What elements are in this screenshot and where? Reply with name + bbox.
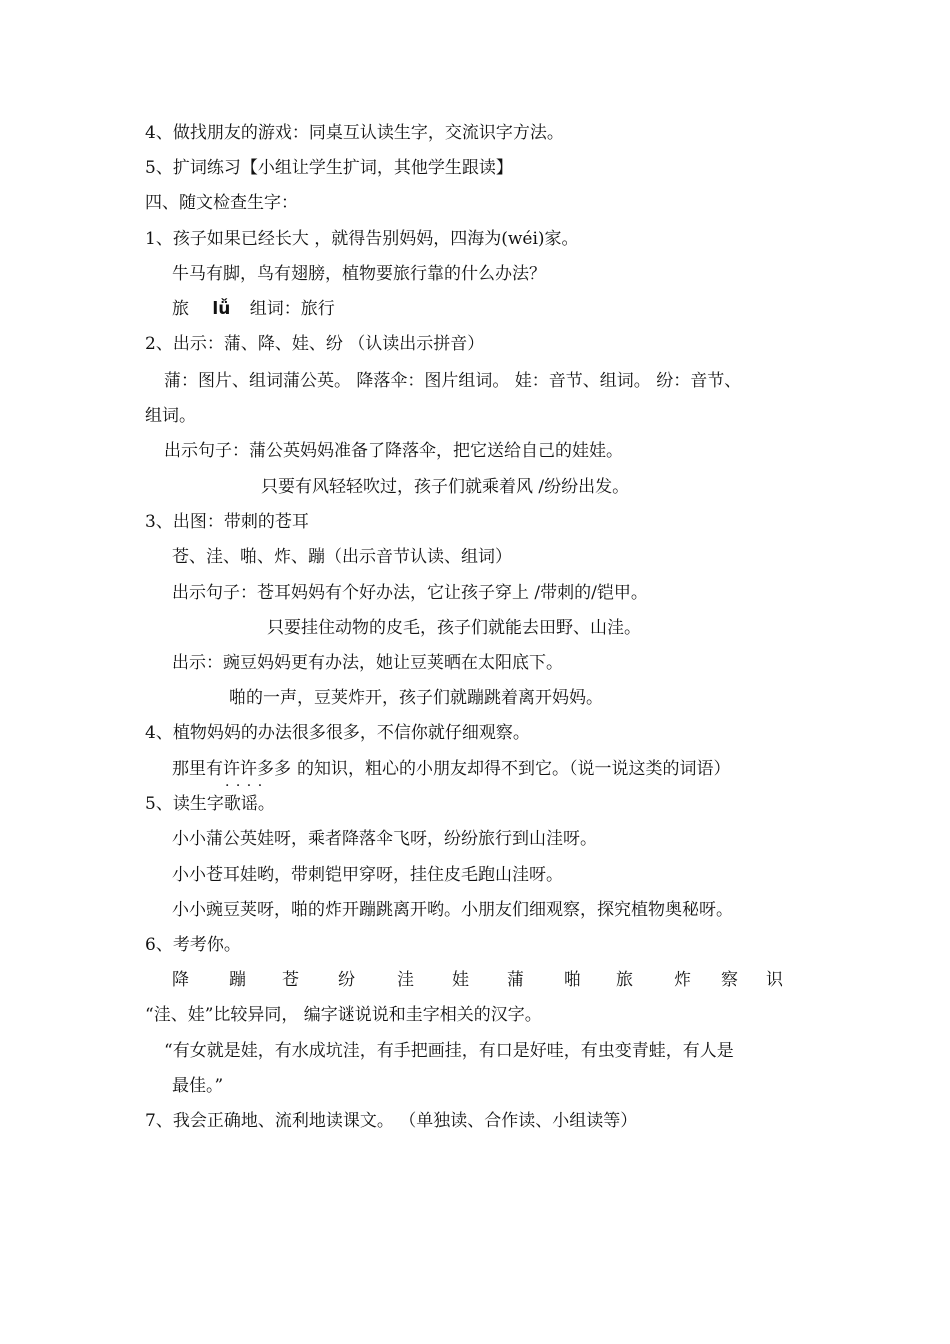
word-formation: 组词：旅行 — [249, 299, 335, 319]
text-line: 4、植物妈妈的办法很多很多，不信你就仔细观察。 — [145, 723, 530, 743]
text-line: 3、出图：带刺的苍耳 — [145, 512, 309, 532]
section-heading: 四、随文检查生字： — [145, 193, 298, 213]
text-line: 蒲：图片、组词蒲公英。 降落伞：图片组词。 娃：音节、组词。 纷：音节、 — [164, 371, 742, 391]
text-line: 2、出示：蒲、降、娃、纷 （认读出示拼音） — [145, 334, 485, 354]
character: 啪 — [564, 970, 581, 990]
text-line: 7、我会正确地、流利地读课文。 （单独读、合作读、小组读等） — [145, 1111, 638, 1131]
text-line: 出示句子：苍耳妈妈有个好办法，它让孩子穿上 /带刺的/铠甲。 — [172, 583, 648, 603]
text-line: 牛马有脚，鸟有翅膀，植物要旅行靠的什么办法？ — [172, 264, 546, 284]
text-line: 6、考考你。 — [145, 935, 241, 955]
text-line: 4、做找朋友的游戏：同桌互认读生字，交流识字方法。 — [145, 123, 564, 143]
emphasized-word: 许许多多 · · · · — [223, 759, 291, 779]
character: 纷 — [338, 970, 355, 990]
text-line: 小小豌豆荚呀，啪的炸开蹦跳离开哟。小朋友们细观察，探究植物奥秘呀。 — [172, 900, 733, 920]
character: 炸 — [674, 970, 691, 990]
character: 蒲 — [507, 970, 524, 990]
text-line: 5、扩词练习【小组让学生扩词，其他学生跟读】 — [145, 158, 513, 178]
text-line — [172, 758, 731, 780]
char-lu: 旅 — [172, 299, 189, 319]
text-line: 只要有风轻轻吹过，孩子们就乘着风 /纷纷出发。 — [261, 477, 630, 497]
text-line: 出示：豌豆妈妈更有办法，她让豆荚晒在太阳底下。 — [172, 653, 563, 673]
character: 降 — [172, 970, 189, 990]
text-line: 小小苍耳娃哟，带刺铠甲穿呀，挂住皮毛跑山洼呀。 — [172, 865, 563, 885]
text-line: 苍、洼、啪、炸、蹦（出示音节认读、组词） — [172, 547, 512, 567]
text-line: 组词。 — [145, 406, 196, 426]
text-line: 只要挂住动物的皮毛，孩子们就能去田野、山洼。 — [267, 618, 641, 638]
text-line: 出示句子：蒲公英妈妈准备了降落伞，把它送给自己的娃娃。 — [164, 441, 623, 461]
text-line: 最佳。” — [172, 1076, 224, 1096]
text-segment: 那里有 — [172, 759, 223, 779]
text-line: “洼、娃”比较异同， 编字谜说说和圭字相关的汉字。 — [145, 1005, 542, 1025]
character: 蹦 — [229, 970, 246, 990]
character: 识 — [766, 970, 783, 990]
text-line: 啪的一声，豆荚炸开，孩子们就蹦跳着离开妈妈。 — [229, 688, 603, 708]
text-segment: 的知识，粗心的小朋友却得不到它。（说一说这类的词语） — [297, 759, 731, 779]
character: 洼 — [397, 970, 414, 990]
character: 苍 — [282, 970, 299, 990]
pinyin-lu: lǚ — [212, 299, 231, 319]
character: 察 — [721, 970, 738, 990]
text-line: 1、孩子如果已经长大 ，就得告别妈妈，四海为(wéi)家。 — [145, 229, 579, 249]
text-line: “有女就是娃，有水成坑洼，有手把画挂，有口是好哇，有虫变青蛙，有人是 — [164, 1041, 734, 1061]
character: 娃 — [452, 970, 469, 990]
character: 旅 — [616, 970, 633, 990]
text-line — [172, 298, 335, 320]
text-line: 5、读生字歌谣。 — [145, 794, 275, 814]
text-line: 小小蒲公英娃呀，乘者降落伞飞呀，纷纷旅行到山洼呀。 — [172, 829, 597, 849]
